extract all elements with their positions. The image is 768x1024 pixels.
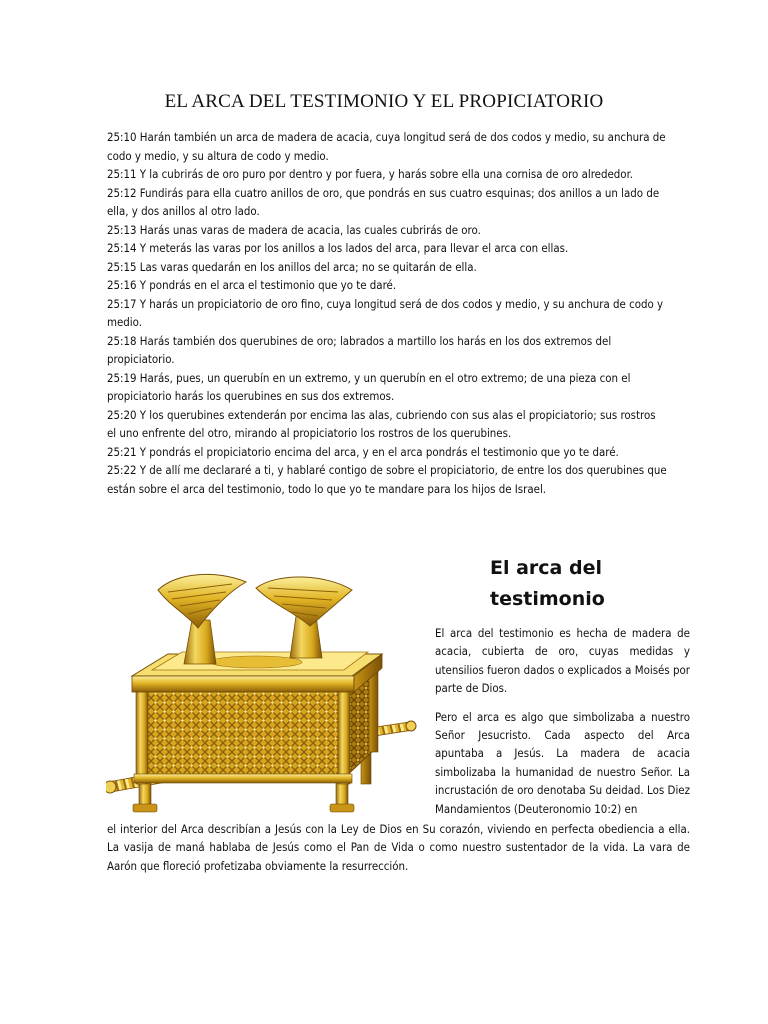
verse-25-12: 25:12 Fundirás para ella cuatro anillos de oro, que pondrás en sus cuatro esquinas; dos anillos a un lado de ella, y dos anillos al otro lado.	[107, 185, 660, 218]
verse-25-14: 25:14 Y meterás las varas por los anillos a los lados del arca, para llevar el arca con ellas.	[107, 241, 569, 255]
verse-25-18: 25:18 Harás también dos querubines de oro; labrados a martillo los harás en los dos extremos del propiciatorio.	[107, 333, 612, 366]
ark-of-covenant-image	[106, 572, 424, 826]
ark-description	[435, 624, 690, 818]
section-heading	[490, 553, 680, 615]
cherub-right	[256, 577, 352, 658]
verse-25-16: 25:16 Y pondrás en el arca el testimonio que yo te daré.	[107, 278, 397, 292]
paragraph-2-start: Pero el arca es algo que simbolizaba a nuestro Señor Jesucristo. Cada aspecto del Arca apuntaba a Jesús. La madera de acacia simbolizaba la humanidad de nuestro Señor. La incrustación de oro denotaba Su deidad. Los Diez Mandamientos (Deuteronomio 10:2) en	[435, 709, 690, 816]
verse-list	[107, 128, 667, 498]
page-title: EL ARCA DEL TESTIMONIO Y EL PROPICIATORIO	[164, 91, 604, 112]
verse-25-10: 25:10 Harán también un arca de madera de acacia, cuya longitud será de dos codos y medio, su anchura de codo y medio, y su altura de codo y medio.	[107, 130, 666, 163]
verse-25-13: 25:13 Harás unas varas de madera de acacia, las cuales cubrirás de oro.	[107, 222, 481, 237]
cherub-left	[158, 574, 246, 664]
ark-front-panel	[144, 690, 342, 780]
paragraph-2-continuation: el interior del Arca describían a Jesús con la Ley de Dios en Su corazón, viviendo en perfecta obediencia a ella. La vasija de maná hablaba de Jesús como el Pan de Vida o como nuestro sustentador de la vida. La vara de Aarón que floreció profetizaba obviamente la resurrección.	[107, 822, 690, 873]
verse-25-21: 25:21 Y pondrás el propiciatorio encima del arca, y en el arca pondrás el testimonio que yo te daré.	[107, 444, 619, 459]
section-heading-line1: El arca del	[490, 557, 602, 579]
verse-25-15: 25:15 Las varas quedarán en los anillos del arca; no se quitarán de ella.	[107, 259, 477, 274]
section-heading-line2: testimonio	[490, 588, 605, 610]
verse-25-20: 25:20 Y los querubines extenderán por encima las alas, cubriendo con sus alas el propiciatorio; sus rostros el uno enfrente del otro, mirando al propiciatorio los rostros de los querubines.	[107, 407, 656, 440]
paragraph-1: El arca del testimonio es hecha de madera de acacia, cubierta de oro, cuyas medidas y utensilios fueron dados o explicados a Moisés por parte de Dios.	[435, 626, 690, 696]
verse-25-11: 25:11 Y la cubrirás de oro puro por dentro y por fuera, y harás sobre ella una cornisa de oro alrededor.	[107, 167, 633, 181]
verse-25-17: 25:17 Y harás un propiciatorio de oro fino, cuya longitud será de dos codos y medio, y su anchura de codo y medio.	[107, 296, 664, 329]
verse-25-22: 25:22 Y de allí me declararé a ti, y hablaré contigo de sobre el propiciatorio, de entre los dos querubines que están sobre el arca del testimonio, todo lo que yo te mandare para los hijos de Israel.	[107, 463, 667, 496]
verse-25-19: 25:19 Harás, pues, un querubín en un extremo, y un querubín en el otro extremo; de una pieza con el propiciatorio harás los querubines en sus dos extremos.	[107, 370, 631, 403]
